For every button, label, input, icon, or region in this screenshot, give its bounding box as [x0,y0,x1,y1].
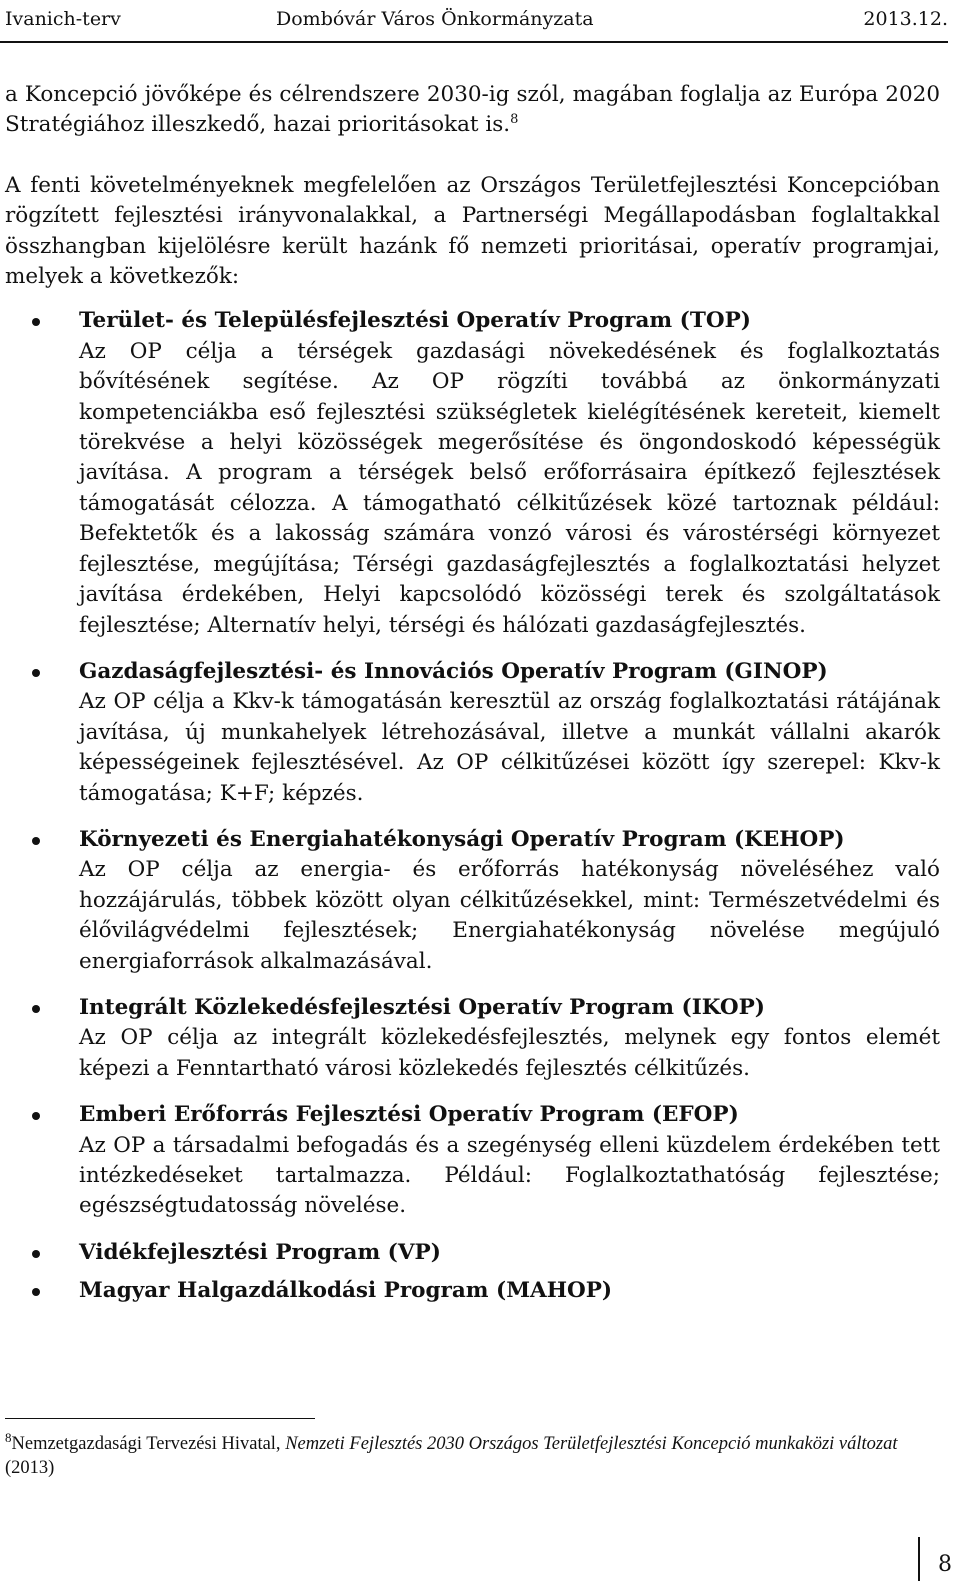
program-title: Gazdaságfejlesztési- és Innovációs Operatív Program (GINOP) [79,658,828,684]
program-title: Vidékfejlesztési Program (VP) [79,1239,441,1265]
header-organization: Dombóvár Város Önkormányzata [276,8,594,30]
program-title: Terület- és Településfejlesztési Operatív Program (TOP) [79,308,751,334]
list-item [5,1238,940,1268]
program-description: Az OP célja az integrált közlekedésfejlesztés, melynek egy fontos elemét képezi a Fenntartható városi közlekedés fejlesztés célkitűzés. [79,1025,940,1081]
header-divider [0,41,948,43]
bullet-icon [32,837,40,845]
operative-program-list [5,306,940,1306]
program-description: Az OP a társadalmi befogadás és a szegénység elleni küzdelem érdekében tett intézkedéseket tartalmazza. Például: Foglalkoztathatóság fejlesztése; egészségtudatosság növelése. [79,1132,940,1219]
footnote-year: (2013) [5,1458,55,1478]
list-item [5,657,940,809]
list-item [5,993,940,1084]
footnote-divider [5,1418,315,1419]
program-title: Magyar Halgazdálkodási Program (MAHOP) [79,1278,613,1304]
header-author: Ivanich-terv [5,8,121,30]
program-title: Emberi Erőforrás Fejlesztési Operatív Program (EFOP) [79,1102,739,1128]
program-description: Az OP célja a Kkv-k támogatásán keresztül az ország foglalkoztatási rátájának javítása, új munkahelyek létrehozásával, illetve a munkát vállalni akarók képességeinek fejlesztésével. Az OP célkitűzései között így szerepel: Kkv-k támogatása; K+F; képzés. [79,689,940,806]
bullet-icon [32,1112,40,1120]
main-content [5,80,940,1323]
page-header [0,4,948,40]
program-title: Környezeti és Energiahatékonysági Operatív Program (KEHOP) [79,826,845,852]
header-date: 2013.12. [863,8,948,30]
intro-paragraph [5,80,940,141]
list-item [5,1276,940,1306]
bullet-icon [32,318,40,326]
footnote-number: 8 [5,1429,12,1445]
program-description: Az OP célja az energia- és erőforrás hatékonyság növeléséhez való hozzájárulás, többek között olyan célkitűzésekkel, mint: Természetvédelmi és élővilágvédelmi fejlesztések; Energiahatékonyság növelése megújuló energiaforrások alkalmazásával. [79,857,940,974]
footnote [5,1429,905,1480]
program-title: Integrált Közlekedésfejlesztési Operatív Program (IKOP) [79,994,765,1020]
footnote-title: Nemzeti Fejlesztés 2030 Országos Területfejlesztési Koncepció munkaközi változat [285,1434,898,1454]
page-number: 8 [918,1537,952,1581]
list-item [5,825,940,977]
intro-text: a Koncepció jövőképe és célrendszere 2030-ig szól, magában foglalja az Európa 2020 Stratégiához illeszkedő, hazai prioritásokat is. [5,82,940,138]
bullet-icon [32,1250,40,1258]
requirements-paragraph: A fenti követelményeknek megfelelően az Országos Területfejlesztési Koncepcióban rögzített fejlesztési irányvonalakkal, a Partnerségi Megállapodásban foglaltakkal összhangban kijelölésre került hazánk fő nemzeti prioritásai, operatív programjai, melyek a következők: [5,172,940,290]
program-description: Az OP célja a térségek gazdasági növekedésének és foglalkoztatás bővítésének segítése. Az OP rögzíti továbbá az önkormányzati kompetenciákba eső fejlesztési szükségletek kielégítésének kereteit, kiemelt törekvése a helyi közösségek megerősítése és öngondoskodó képességük javítása. A program a térségek belső erőforrásaira építkező fejlesztések támogatását célozza. A támogatható célkitűzések közé tartoznak például: Befektetők és a lakosság számára vonzó városi és várostérségi környezet fejlesztése, megújítása; Térségi gazdaságfejlesztés a foglalkoztatási helyzet javítása érdekében, Helyi kapcsolódó közösségi terek és szolgáltatások fejlesztése; Alternatív helyi, térségi és hálózati gazdaságfejlesztés. [79,338,940,638]
list-item [5,1100,940,1222]
bullet-icon [32,1005,40,1013]
bullet-icon [32,669,40,677]
footnote-reference: 8 [510,112,519,128]
footnote-source: Nemzetgazdasági Tervezési Hivatal, [11,1434,281,1454]
bullet-icon [32,1288,40,1296]
list-item [5,306,940,640]
